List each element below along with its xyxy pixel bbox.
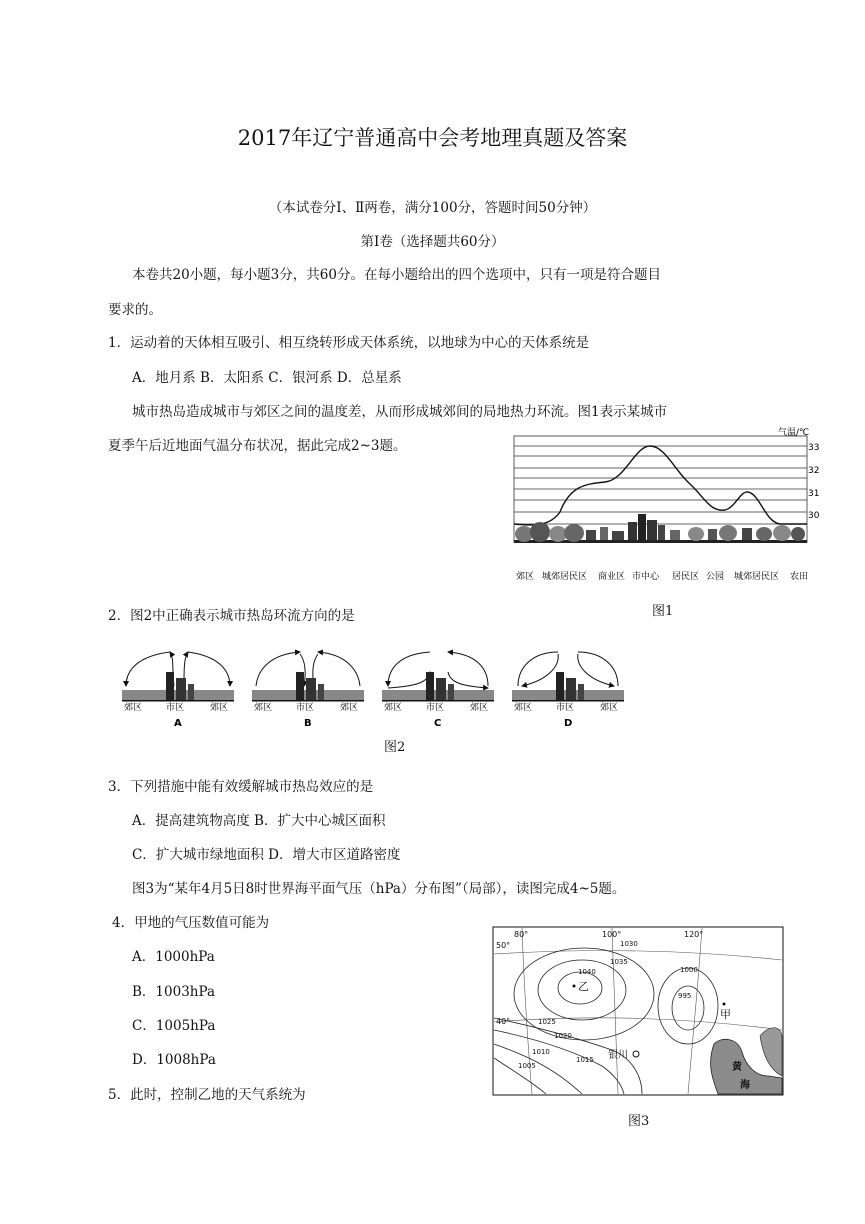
fig1-zone: 公园	[706, 572, 725, 582]
intro-text: 本卷共20小题，每小题3分，共60分。在每小题给出的四个选项中，只有一项是符合题目	[132, 267, 661, 283]
page-title: 2017年辽宁普通高中会考地理真题及答案	[237, 126, 628, 150]
exam-subtitle: （本试卷分Ⅰ、Ⅱ两卷，满分100分，答题时间50分钟）	[268, 200, 597, 216]
question-1-stem: 1．运动着的天体相互吸引、相互绕转形成天体系统，以地球为中心的天体系统是	[108, 335, 590, 351]
fig1-zone: 市中心	[632, 572, 660, 582]
fig1-ytick: 32	[808, 466, 820, 476]
question-2-stem: 2．图2中正确表示城市热岛环流方向的是	[108, 608, 355, 624]
fig2-label: 市区	[166, 703, 185, 713]
figure-1-caption: 图1	[652, 604, 674, 619]
fig3-isobar-label: 1020	[554, 1032, 572, 1040]
fig1-ytick: 30	[808, 511, 820, 521]
fig1-zone-labels	[516, 570, 808, 582]
fig3-longitude: 80°	[514, 930, 529, 939]
fig3-isobar-label: 1030	[620, 940, 638, 948]
question-5-stem: 5．此时，控制乙地的天气系统为	[108, 1087, 306, 1103]
fig3-place: 黄	[732, 1062, 742, 1073]
question-4-option: D．1008hPa	[132, 1052, 216, 1068]
fig3-isobar-label: 1000	[680, 966, 698, 974]
fig3-longitude: 120°	[684, 930, 704, 939]
fig1-ytick: 31	[808, 489, 820, 499]
fig3-longitude: 100°	[602, 930, 622, 939]
fig1-zone: 商业区	[598, 572, 626, 582]
fig3-latitude: 50°	[496, 941, 511, 950]
fig3-isobar-label: 1040	[578, 968, 596, 976]
question-4-option: B．1003hPa	[132, 984, 215, 1000]
fig2-label: 郊区	[514, 703, 533, 713]
fig1-zone: 郊区	[516, 572, 535, 582]
question-4-stem: 4．甲地的气压数值可能为	[112, 915, 270, 931]
passage-2: 图3为“某年4月5日8时世界海平面气压（hPa）分布图”（局部），读图完成4~5题。	[132, 881, 626, 897]
fig2-label: 郊区	[470, 703, 489, 713]
question-3-options-cont: C．扩大城市绿地面积 D．增大市区道路密度	[132, 847, 401, 863]
fig1-zone: 城郊居民区	[542, 572, 588, 582]
figure-3-pressure-map	[492, 926, 784, 1096]
fig2-label: 郊区	[124, 703, 143, 713]
question-1-options: A．地月系 B．太阳系 C．银河系 D．总星系	[132, 370, 402, 386]
fig3-isobar-label: 1025	[538, 1018, 556, 1026]
fig2-option-letter: C	[434, 718, 442, 729]
fig1-ytick: 33	[808, 443, 820, 453]
fig2-label: 郊区	[384, 703, 403, 713]
fig3-latitude: 40°	[496, 1017, 511, 1026]
fig2-panel-c	[382, 652, 494, 729]
intro-text-cont: 要求的。	[108, 302, 162, 318]
fig2-label: 市区	[426, 703, 445, 713]
fig2-panel-a	[122, 652, 234, 729]
fig2-label: 郊区	[210, 703, 229, 713]
fig1-skyline	[514, 514, 807, 543]
fig3-isobar-label: 995	[678, 992, 692, 1000]
figure-3-caption: 图3	[628, 1114, 650, 1129]
fig1-zone: 农田	[790, 572, 809, 582]
figure-2-caption: 图2	[384, 740, 406, 755]
fig3-point-jia	[723, 1003, 726, 1006]
fig2-option-letter: D	[564, 718, 573, 729]
question-3-options: A．提高建筑物高度 B．扩大中心城区面积	[132, 813, 386, 829]
fig2-label: 郊区	[600, 703, 619, 713]
passage-1: 城市热岛造成城市与郊区之间的温度差，从而形成城郊间的局地热力环流。图1表示某城市	[132, 404, 668, 420]
fig2-label: 郊区	[254, 703, 273, 713]
fig2-option-letter: A	[174, 718, 182, 729]
fig1-zone: 城郊居民区	[734, 572, 780, 582]
fig3-place: 甲	[720, 1008, 731, 1021]
fig2-label: 市区	[556, 703, 575, 713]
fig3-isobar-label: 1015	[576, 1056, 594, 1064]
fig2-panel-d	[512, 652, 624, 729]
part-one-heading: 第Ⅰ卷（选择题共60分）	[360, 234, 505, 250]
fig2-label: 市区	[296, 703, 315, 713]
figure-2-circulation-options	[118, 642, 638, 734]
fig1-unit-label: 气温/℃	[778, 428, 810, 438]
fig3-isobar-label: 1005	[518, 1062, 536, 1070]
question-3-stem: 3．下列措施中能有效缓解城市热岛效应的是	[108, 779, 374, 795]
fig1-temperature-curve	[514, 446, 807, 525]
fig3-place: 乙	[578, 980, 589, 993]
fig2-option-letter: B	[304, 718, 312, 729]
fig3-place: 海	[740, 1080, 750, 1091]
figure-1-temperature-chart	[510, 426, 820, 586]
fig2-panel-b	[252, 652, 364, 729]
question-4-option: C．1005hPa	[132, 1018, 216, 1034]
fig1-zone: 居民区	[672, 572, 700, 582]
fig3-isobar-label: 1035	[610, 958, 628, 966]
fig3-place: 银川	[608, 1050, 628, 1061]
fig3-isobar-label: 1010	[532, 1048, 550, 1056]
fig3-point-yi	[573, 985, 576, 988]
passage-1-cont: 夏季午后近地面气温分布状况，据此完成2~3题。	[108, 438, 407, 454]
question-4-option: A．1000hPa	[132, 949, 215, 965]
fig2-label: 郊区	[340, 703, 359, 713]
